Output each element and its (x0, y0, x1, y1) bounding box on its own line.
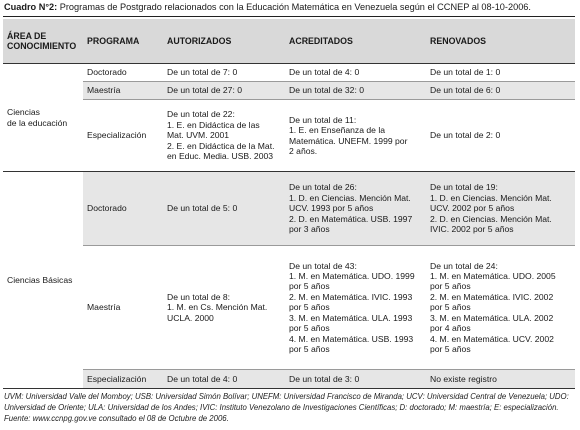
acreditados-cell: De un total de 43: 1. M. en Matemática. UDO. 1999 por 5 años 2. M. en Matemática. IVIC. 1993 por 5 años 3. M. en Matemática. ULA. 1993 por 5 años 4. M. en Matemática. USB. 1993 por 5 años (285, 246, 426, 370)
table-row (3, 100, 575, 172)
programa-cell: Especialización (83, 100, 163, 172)
programa-cell: Especialización (83, 370, 163, 389)
autorizados-cell: De un total de 22: 1. E. en Didáctica de las Mat. UVM. 2001 2. E. en Didáctica de la Mat. en Educ. Media. USB. 2003 (163, 100, 285, 172)
renovados-cell: De un total de 6: 0 (426, 82, 575, 100)
autorizados-cell: De un total de 8: 1. M. en Cs. Mención Mat. UCLA. 2000 (163, 246, 285, 370)
header-area: ÁREA DE CONOCIMIENTO (3, 19, 83, 64)
header-autorizados: AUTORIZADOS (163, 19, 285, 64)
autorizados-cell: De un total de 5: 0 (163, 172, 285, 246)
renovados-cell: No existe registro (426, 370, 575, 389)
autorizados-cell: De un total de 7: 0 (163, 64, 285, 82)
acreditados-cell: De un total de 32: 0 (285, 82, 426, 100)
area-cell: Ciencias de la educación (3, 64, 83, 172)
table-row (3, 82, 575, 100)
programa-cell: Doctorado (83, 172, 163, 246)
programa-cell: Maestría (83, 82, 163, 100)
autorizados-cell: De un total de 27: 0 (163, 82, 285, 100)
acreditados-cell: De un total de 4: 0 (285, 64, 426, 82)
renovados-cell: De un total de 24: 1. M. en Matemática. UDO. 2005 por 5 años 2. M. en Matemática. IVIC. 2002 por 5 años 3. M. en Matemática. ULA. 2002 por 4 años 4. M. en Matemática. UCV. 2002 por 5 años (426, 246, 575, 370)
renovados-cell: De un total de 2: 0 (426, 100, 575, 172)
table-row (3, 64, 575, 82)
acreditados-cell: De un total de 11: 1. E. en Enseñanza de la Matemática. UNEFM. 1999 por 2 años. (285, 100, 426, 172)
renovados-cell: De un total de 19: 1. D. en Ciencias. Mención Mat. UCV. 2002 por 5 años 2. D. en Ciencias. Mención Mat. IVIC. 2002 por 5 años (426, 172, 575, 246)
renovados-cell: De un total de 1: 0 (426, 64, 575, 82)
caption-text: Programas de Postgrado relacionados con la Educación Matemática en Venezuela según el CCNEP al 08-10-2006. (57, 2, 531, 12)
programa-cell: Maestría (83, 246, 163, 370)
table-row (3, 246, 575, 370)
table-row (3, 172, 575, 246)
acreditados-cell: De un total de 26: 1. D. en Ciencias. Mención Mat. UCV. 1993 por 5 años 2. D. en Matemática. USB. 1997 por 3 años (285, 172, 426, 246)
header-renovados: RENOVADOS (426, 19, 575, 64)
header-programa: PROGRAMA (83, 19, 163, 64)
table-row (3, 370, 575, 389)
caption-label: Cuadro N°2: (4, 2, 58, 12)
area-cell: Ciencias Básicas (3, 172, 83, 389)
header-acreditados: ACREDITADOS (285, 19, 426, 64)
autorizados-cell: De un total de 4: 0 (163, 370, 285, 389)
header-row (3, 19, 575, 64)
top-rule (3, 16, 575, 17)
acreditados-cell: De un total de 3: 0 (285, 370, 426, 389)
postgraduate-programs-table (3, 19, 575, 389)
programa-cell: Doctorado (83, 64, 163, 82)
table-caption (4, 2, 576, 13)
table-footnote: UVM: Universidad Valle del Momboy; USB: Universidad Simón Bolívar; UNEFM: Universidad Francisco de Miranda; UCV: Universidad Central de Venezuela; UDO: Universidad de Oriente; ULA: Universidad de los Andes; IVIC: Instituto Venezolano de Investigaciones Científicas; D: doctorado; M: maestría; E: especialización. Fuente: www.ccnpg.gov.ve consultado el 08 de Octubre de 2006. (4, 392, 569, 423)
